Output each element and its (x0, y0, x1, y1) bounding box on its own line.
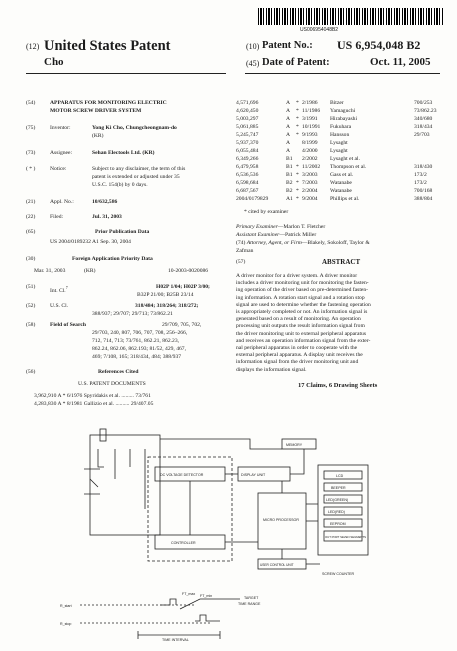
abstract-line: processing unit outputs the result information signal from (236, 323, 365, 330)
ref-class: 388/804 (414, 196, 433, 202)
ref-name: Lysaght (330, 140, 348, 146)
prior-pub: US 2004/0189232 A1 Sep. 30, 2004 (50, 239, 131, 245)
ref-star: * (296, 196, 299, 202)
assignee-label: Assignee: (50, 150, 73, 156)
patent-no-label: Patent No.: (262, 40, 313, 51)
abstract-text (236, 273, 446, 374)
reference-row (236, 180, 446, 188)
ref-date: 2/2004 (302, 188, 318, 194)
field-54-num: (54) (26, 100, 36, 106)
ref-number: 6,055,484 (236, 148, 259, 154)
inventor-line-1: Yong Ki Cho, Chungcheongnam-do (92, 125, 177, 131)
fos-line-3: 712, 714, 713; 73/761, 862.21, 862.23, (92, 338, 180, 344)
uscl-line-1: 318/484; 318/264; 318/272; (135, 303, 199, 309)
ref-kind: B2 (286, 188, 293, 194)
attorney-num: (74) (236, 240, 246, 246)
abstract-line: is appropriately completed or not. An information signal is (236, 309, 368, 316)
abstract-line: displays the information signal. (236, 366, 307, 373)
ref-star: * (296, 172, 299, 178)
ref-name: Yamaguchi (330, 108, 356, 114)
ref-class: 29/703 (414, 132, 430, 138)
intcl-line-2: B32P 21/00; B25B 23/14 (137, 292, 194, 298)
label-12: (12) (26, 42, 40, 51)
ref-name: Bitzer (330, 100, 344, 106)
abstract-line: and receives an operation information signal from the exter- (236, 337, 371, 344)
micro-processor-label: MICRO PROCESSOR (263, 518, 299, 522)
ref-date: 3/2003 (302, 172, 318, 178)
ref-class: 73/862.23 (414, 108, 437, 114)
fos-line-1: 29/709, 705, 702, (162, 322, 202, 328)
field-75-num: (75) (26, 125, 36, 131)
abstract-line: nal peripheral apparatus in order to cooperate with the (236, 345, 358, 352)
fos-line-2: 29/703, 240, 807, 706, 707, 708, 256–266, (92, 330, 188, 336)
date-label: Date of Patent: (262, 57, 330, 68)
driver-frame (90, 435, 160, 535)
beeper-label: BEEPER (331, 486, 346, 490)
ref-date: 7/2003 (302, 180, 318, 186)
ref-kind: A (286, 116, 291, 122)
ref-number: 6,598,684 (236, 180, 259, 186)
label-10: (10) (246, 42, 260, 51)
cited-by: * cited by examiner (244, 209, 289, 215)
attorney-line-2: Zafman (236, 248, 254, 254)
ref-number: 5,061,885 (236, 124, 259, 130)
field-52-num: (52) (26, 303, 36, 309)
ref-kind: B1 (286, 164, 293, 170)
r-start-label: R_start (60, 604, 72, 608)
appl-number: 10/632,586 (92, 199, 118, 205)
ref-date: 2/2002 (302, 156, 318, 162)
ref-number: 6,349,266 (236, 156, 259, 162)
uscl-line-2: 388/937; 29/707; 29/713; 73/862.21 (92, 311, 173, 317)
ref-name: Watanabe (330, 188, 352, 194)
ref-name: Lysaght et al. (330, 156, 360, 162)
primary-examiner: —Marlon T. Fletcher (277, 224, 326, 230)
field-22-num: (22) (26, 214, 36, 220)
abstract-line: generated based on a result of monitoring. An operation (236, 316, 361, 323)
ref-number: 4,620,450 (236, 108, 259, 114)
title-line-2: MOTOR SCREW DRIVER SYSTEM (50, 108, 142, 114)
abstract-line: the driver monitoring unit to external peripheral apparatus (236, 330, 367, 337)
refs-heading: References Cited (98, 369, 139, 375)
reference-row (236, 172, 446, 180)
ref-date: 9/1993 (302, 132, 318, 138)
appl-label: Appl. No.: (50, 199, 74, 205)
notice-line-2: patent is extended or adjusted under 35 (92, 174, 180, 180)
reference-row (236, 148, 446, 156)
field-58-num: (58) (26, 322, 36, 328)
ref-star: * (296, 132, 299, 138)
reference-row (236, 196, 446, 204)
ref-class: 173/2 (414, 180, 427, 186)
reference-row (236, 116, 446, 124)
fos-line-5: 469; 7/108, 165; 318/434, 484; 388/937 (92, 354, 182, 360)
header-divider-left (26, 73, 226, 74)
ft-min-label: FT_min (200, 594, 213, 598)
eeprom-label: EEPROM (330, 522, 346, 526)
time-interval-label: TIME INTERVAL (162, 638, 189, 641)
field-21-num: (21) (26, 199, 36, 205)
reference-row (236, 108, 446, 116)
ref-name: Fukuhara (330, 124, 352, 130)
foreign-heading: Foreign Application Priority Data (72, 256, 153, 262)
user-control-label: USER CONTROL UNIT (260, 563, 294, 567)
ref-date: 9/2004 (302, 196, 318, 202)
label-45: (45) (246, 59, 260, 68)
reference-row (236, 188, 446, 196)
fos-line-4: 862.24, 862.06, 862.193; 81/52, 429, 467, (92, 346, 187, 352)
led-green-label: LED(GREEN) (326, 498, 349, 502)
ref-kind: A (286, 132, 291, 138)
reference-row (236, 124, 446, 132)
abstract-line: ing information. A rotation start signal and a rotation stop (236, 294, 365, 301)
attorney-label: Attorney, Agent, or Firm (246, 240, 302, 246)
uspd-heading: U.S. PATENT DOCUMENTS (78, 381, 146, 387)
ref-star: * (296, 116, 299, 122)
ref-name: Watanabe (330, 180, 352, 186)
inventor-surname: Cho (44, 56, 64, 68)
assistant-label: Assistant Examiner (236, 232, 280, 238)
ref-number: 5,003,297 (236, 116, 259, 122)
attorney-line-1: —Blakely, Sokoloff, Taylor & (301, 240, 370, 246)
patent-type: United States Patent (44, 38, 171, 54)
primary-label: Primary Examiner (236, 224, 278, 230)
ref-kind: A (286, 124, 291, 130)
foreign-date: Mar. 31, 2003 (34, 268, 66, 274)
ref-name: Thompson et al. (330, 164, 367, 170)
ref-number: 6,479,958 (236, 164, 259, 170)
ref-number: 6,536,536 (236, 172, 259, 178)
header-divider-right (245, 73, 440, 74)
patent-number: US 6,954,048 B2 (337, 38, 421, 52)
assignee: Sehan Electools Ltd. (KR) (92, 150, 155, 156)
dc-voltage-label: DC VOLTAGE DETECTOR (160, 473, 204, 477)
ref-kind: B1 (286, 156, 293, 162)
ref-star: * (296, 180, 299, 186)
ref-class: 173/2 (414, 172, 427, 178)
controller-label: CONTROLLER (171, 541, 196, 545)
ref-star: * (296, 108, 299, 114)
claims-count: 17 Claims, 6 Drawing Sheets (298, 382, 378, 389)
reference-row (236, 164, 446, 172)
drawing-figure (60, 409, 420, 641)
right-references (236, 100, 446, 204)
abstract-heading: ABSTRACT (322, 258, 361, 266)
ref-kind: A (286, 140, 291, 146)
abstract-line: ing operation of the driver based on pre-determined fasten- (236, 287, 369, 294)
ref-date: 4/2000 (302, 148, 318, 154)
screw-counter-label: SCREW COUNTER (322, 572, 355, 576)
inventor-line-2: (KR) (92, 133, 104, 139)
ref-date: 2/1986 (302, 100, 318, 106)
foreign-country: (KR) (84, 268, 96, 274)
led-red-label: LED(RED) (328, 510, 345, 514)
intcl-sup: 7 (65, 285, 68, 290)
field-30-num: (30) (26, 256, 36, 262)
ref-kind: B1 (286, 172, 293, 178)
ref-name: Hirabayashi (330, 116, 358, 122)
left-ref-row: 4,283,830 A * 8/1981 Gallizio et al. .......... 29/407.05 (34, 401, 154, 407)
notice-line-3: U.S.C. 154(b) by 0 days. (92, 182, 148, 188)
patent-date: Oct. 11, 2005 (370, 56, 431, 68)
reference-row (236, 156, 446, 164)
ref-name: Hansson (330, 132, 350, 138)
lcd-label: LCD (336, 474, 344, 478)
ref-class: 318/430 (414, 164, 433, 170)
ref-number: 6,687,567 (236, 188, 259, 194)
display-unit-label: DISPLAY UNIT (241, 473, 266, 477)
intcl-label: Int. Cl. (50, 287, 66, 294)
field-73-num: (73) (26, 150, 36, 156)
abstract-line: A driver monitor for a driver system. A driver monitor (236, 273, 358, 279)
ref-name: Phillips et al. (330, 196, 360, 202)
reference-row (236, 100, 446, 108)
field-56-num: (56) (26, 369, 36, 375)
abstract-line: information signal from the driver monitoring unit and (236, 359, 359, 366)
notice-num: ( * ) (26, 166, 36, 172)
notice-label: Notice: (50, 166, 67, 172)
inventor-label: Inventor: (50, 125, 71, 131)
ref-date: 8/1999 (302, 140, 318, 146)
prior-pub-heading: Prior Publication Data (95, 229, 150, 235)
reference-row (236, 140, 446, 148)
title-line-1: APPARATUS FOR MONITORING ELECTRIC (50, 100, 167, 106)
barcode (258, 8, 444, 25)
left-ref-row: 3,962,910 A * 6/1976 Spyridakis et al. ......... 73/761 (34, 393, 151, 399)
ref-name: Gass et al. (330, 172, 354, 178)
assistant-examiner: —Patrick Miller (279, 232, 317, 238)
ref-star: * (296, 188, 299, 194)
field-57-num: (57) (236, 259, 246, 265)
ref-number: 4,571,696 (236, 100, 259, 106)
ref-star: * (296, 124, 299, 130)
out-ports-label: OUT PORT SEVEN SEGMENTS (325, 535, 367, 539)
target-label: TARGET (244, 596, 259, 600)
ref-kind: A (286, 108, 291, 114)
ref-star: * (296, 100, 299, 106)
ref-kind: A (286, 148, 291, 154)
memory-label: MEMORY (286, 443, 303, 447)
filed-label: Filed: (50, 214, 64, 220)
uscl-label: U.S. Cl. (50, 303, 69, 309)
ref-name: Lysaght (330, 148, 348, 154)
filed-date: Jul. 31, 2003 (92, 214, 122, 220)
ref-date: 10/1991 (302, 124, 321, 130)
foreign-number: 10-2003-0020086 (168, 268, 209, 274)
ref-kind: B2 (286, 180, 293, 186)
fos-label: Field of Search (50, 322, 86, 328)
reference-row (236, 132, 446, 140)
abstract-line: signal are used to determine whether the fastening operation (236, 301, 371, 308)
field-65-num: (65) (26, 229, 36, 235)
notice-line-1: Subject to any disclaimer, the term of this (92, 166, 186, 172)
ref-class: 340/680 (414, 116, 433, 122)
ref-class: 700/168 (414, 188, 433, 194)
ft-max-label: FT_max (182, 592, 196, 596)
ref-class: 318/434 (414, 124, 433, 130)
ref-number: 5,245,747 (236, 132, 259, 138)
ref-star: * (296, 164, 299, 170)
r-stop-label: R_stop (60, 622, 72, 626)
intcl-line-1: H02P 1/04; H02P 3/00; (156, 284, 210, 290)
abstract-line: includes a driver monitoring unit for monitoring the fasten- (236, 280, 369, 287)
barcode-number: US006954048B2 (300, 27, 339, 33)
ref-number: 2004/0179829 (236, 196, 269, 202)
ref-date: 11/1986 (302, 108, 321, 114)
ref-date: 11/2002 (302, 164, 321, 170)
ref-kind: A (286, 100, 291, 106)
ref-number: 5,937,370 (236, 140, 259, 146)
ref-kind: A1 (286, 196, 293, 202)
ref-class: 700/253 (414, 100, 433, 106)
field-51-num: (51) (26, 284, 36, 290)
abstract-line: external peripheral apparatus. A display unit receives the (236, 352, 363, 359)
ref-date: 3/1991 (302, 116, 318, 122)
time-range-label: TIME RANGE (238, 602, 261, 606)
